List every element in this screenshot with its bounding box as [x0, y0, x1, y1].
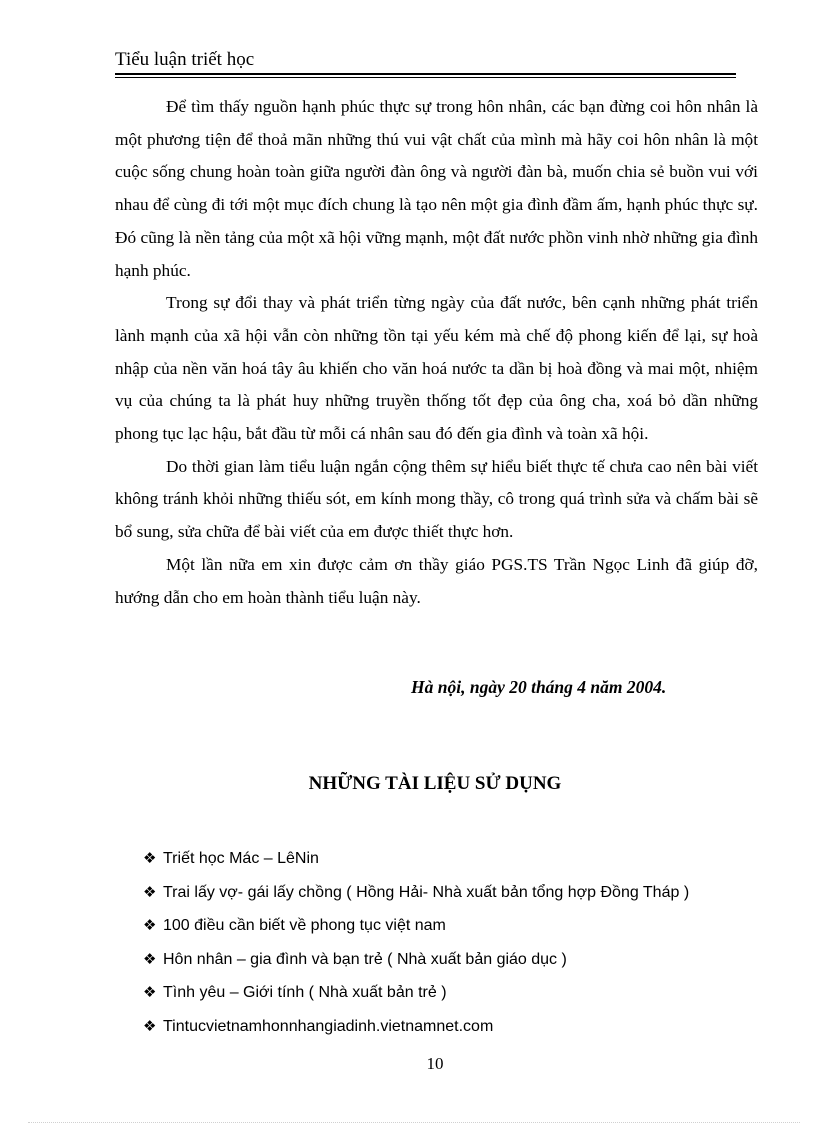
- diamond-bullet-icon: ❖: [143, 916, 157, 934]
- diamond-bullet-icon: ❖: [143, 1016, 157, 1035]
- reference-text: Tintucvietnamhonnhangiadinh.vietnamnet.com: [163, 1017, 494, 1035]
- paragraph: Trong sự đổi thay và phát triển từng ngày của đất nước, bên cạnh những phát triển lành mạnh của xã hội vẫn còn những tồn tại yếu kém mà chế độ phong kiến để lại, sự hoà nhập của nền văn hoá tây âu khiến cho văn hoá nước ta dần bị hoà đồng và mai một, nhiệm vụ của chúng ta là phát huy những truyền thống tốt đẹp của ông cha, xoá bỏ dần những phong tục lạc hậu, bắt đầu từ mỗi cá nhân sau đó đến gia đình và toàn xã hội.: [115, 293, 758, 444]
- date-signature: Hà nội, ngày 20 tháng 4 năm 2004.: [411, 677, 667, 697]
- body-text: [115, 91, 758, 614]
- reference-item: [143, 909, 689, 943]
- diamond-bullet-icon: ❖: [143, 949, 157, 968]
- references-title: NHỮNG TÀI LIỆU SỬ DỤNG: [308, 773, 562, 794]
- reference-text: Tình yêu – Giới tính ( Nhà xuất bản trẻ ): [163, 984, 447, 1001]
- reference-item: [143, 1010, 689, 1044]
- reference-item: [143, 876, 689, 910]
- reference-text: Triết học Mác – LêNin: [163, 850, 319, 867]
- reference-text: Trai lấy vợ- gái lấy chồng ( Hồng Hải- Nhà xuất bản tổng hợp Đồng Tháp ): [163, 883, 690, 901]
- paragraph: Để tìm thấy nguồn hạnh phúc thực sự trong hôn nhân, các bạn đừng coi hôn nhân là một phương tiện để thoả mãn những thú vui vật chất của mình mà hãy coi hôn nhân là một cuộc sống chung hoàn toàn giữa người đàn ông và người đàn bà, muốn chia sẻ buồn vui với nhau để cùng đi tới một mục đích chung là tạo nên một gia đình đầm ấm, hạnh phúc thực sự. Đó cũng là nền tảng của một xã hội vững mạnh, một đất nước phồn vinh nhờ những gia đình hạnh phúc.: [115, 97, 758, 280]
- reference-text: Hôn nhân – gia đình và bạn trẻ ( Nhà xuất bản giáo dục ): [163, 950, 567, 968]
- page-number: 10: [426, 1054, 444, 1073]
- reference-item: [143, 943, 689, 977]
- paragraph: Do thời gian làm tiểu luận ngắn cộng thêm sự hiểu biết thực tế chưa cao nên bài viết không tránh khỏi những thiếu sót, em kính mong thầy, cô trong quá trình sửa và chấm bài sẽ bổ sung, sửa chữa để bài viết của em được thiết thực hơn.: [115, 456, 758, 542]
- diamond-bullet-icon: ❖: [143, 882, 157, 901]
- header-rule-thin: [115, 77, 736, 78]
- reference-item: [143, 842, 689, 876]
- reference-item: [143, 976, 689, 1010]
- references-list: [143, 842, 689, 1043]
- reference-text: 100 điều cần biết về phong tục việt nam: [163, 917, 446, 934]
- diamond-bullet-icon: ❖: [143, 849, 157, 867]
- header-rule-thick: [115, 73, 736, 75]
- diamond-bullet-icon: ❖: [143, 983, 157, 1001]
- paragraph: Một lần nữa em xin được cảm ơn thầy giáo PGS.TS Trần Ngọc Linh đã giúp đỡ, hướng dẫn cho em hoàn thành tiểu luận này.: [115, 554, 758, 607]
- page-header-title: Tiểu luận triết học: [115, 49, 255, 70]
